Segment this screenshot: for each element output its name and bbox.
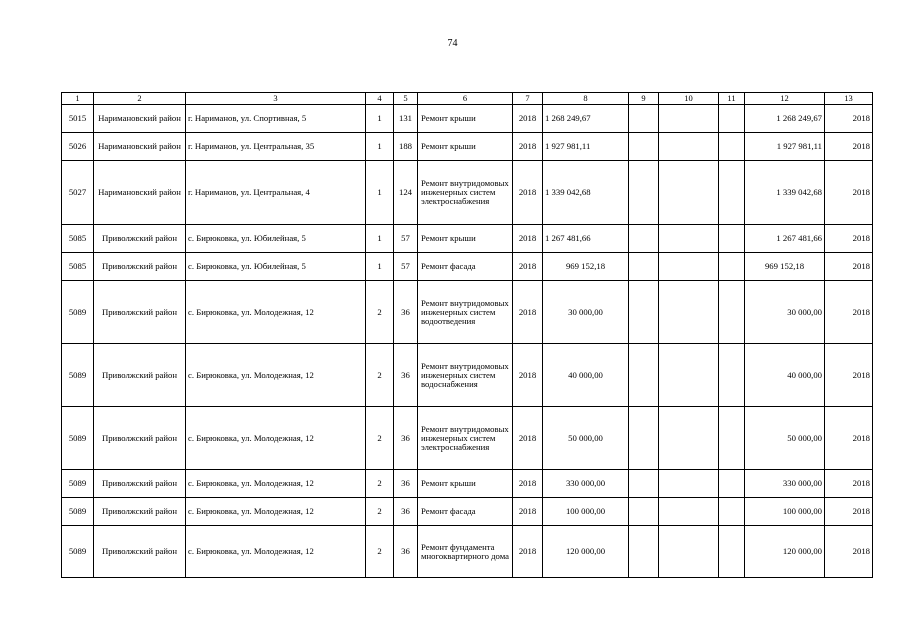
col4-cell: 2 bbox=[366, 526, 394, 578]
total-cost-cell: 1 267 481,66 bbox=[745, 225, 825, 253]
table-row bbox=[62, 526, 873, 578]
column-header: 1 bbox=[62, 93, 94, 105]
address-cell: г. Нариманов, ул. Центральная, 4 bbox=[186, 161, 366, 225]
col4-cell: 2 bbox=[366, 344, 394, 407]
total-cost-cell: 120 000,00 bbox=[745, 526, 825, 578]
address-cell: с. Бирюковка, ул. Молодежная, 12 bbox=[186, 526, 366, 578]
total-cost-cell: 30 000,00 bbox=[745, 281, 825, 344]
table-row bbox=[62, 407, 873, 470]
col5-cell: 57 bbox=[394, 225, 418, 253]
work-type-cell: Ремонт крыши bbox=[418, 133, 513, 161]
col11-cell bbox=[719, 105, 745, 133]
district-cell: Приволжский район bbox=[94, 225, 186, 253]
col9-cell bbox=[629, 281, 659, 344]
col13-cell: 2018 bbox=[825, 526, 873, 578]
district-cell: Приволжский район bbox=[94, 526, 186, 578]
col13-cell: 2018 bbox=[825, 344, 873, 407]
district-cell: Приволжский район bbox=[94, 281, 186, 344]
house-id-cell: 5026 bbox=[62, 133, 94, 161]
col5-cell: 36 bbox=[394, 281, 418, 344]
address-cell: с. Бирюковка, ул. Молодежная, 12 bbox=[186, 281, 366, 344]
col13-cell: 2018 bbox=[825, 133, 873, 161]
column-header: 12 bbox=[745, 93, 825, 105]
house-id-cell: 5089 bbox=[62, 498, 94, 526]
col5-cell: 188 bbox=[394, 133, 418, 161]
col10-cell bbox=[659, 161, 719, 225]
col10-cell bbox=[659, 105, 719, 133]
house-id-cell: 5085 bbox=[62, 253, 94, 281]
address-cell: с. Бирюковка, ул. Молодежная, 12 bbox=[186, 470, 366, 498]
page-number: 74 bbox=[447, 38, 458, 49]
house-id-cell: 5089 bbox=[62, 526, 94, 578]
house-id-cell: 5089 bbox=[62, 281, 94, 344]
total-cost-cell: 50 000,00 bbox=[745, 407, 825, 470]
district-cell: Приволжский район bbox=[94, 344, 186, 407]
work-type-cell: Ремонт крыши bbox=[418, 105, 513, 133]
total-cost-cell: 969 152,18 bbox=[745, 253, 825, 281]
column-header: 13 bbox=[825, 93, 873, 105]
col5-cell: 36 bbox=[394, 407, 418, 470]
total-cost-cell: 330 000,00 bbox=[745, 470, 825, 498]
cost-cell: 969 152,18 bbox=[543, 253, 629, 281]
cost-cell: 30 000,00 bbox=[543, 281, 629, 344]
col10-cell bbox=[659, 470, 719, 498]
col10-cell bbox=[659, 253, 719, 281]
table-row bbox=[62, 105, 873, 133]
work-type-cell: Ремонт внутридомовых инженерных систем водоотведения bbox=[418, 281, 513, 344]
col4-cell: 1 bbox=[366, 161, 394, 225]
table-row bbox=[62, 281, 873, 344]
district-cell: Приволжский район bbox=[94, 253, 186, 281]
col9-cell bbox=[629, 253, 659, 281]
col9-cell bbox=[629, 105, 659, 133]
col11-cell bbox=[719, 281, 745, 344]
col11-cell bbox=[719, 344, 745, 407]
col13-cell: 2018 bbox=[825, 407, 873, 470]
work-type-cell: Ремонт крыши bbox=[418, 470, 513, 498]
work-type-cell: Ремонт фасада bbox=[418, 253, 513, 281]
year-cell: 2018 bbox=[513, 344, 543, 407]
year-cell: 2018 bbox=[513, 498, 543, 526]
cost-cell: 1 268 249,67 bbox=[543, 105, 629, 133]
work-type-cell: Ремонт фундамента многоквартирного дома bbox=[418, 526, 513, 578]
address-cell: с. Бирюковка, ул. Юбилейная, 5 bbox=[186, 225, 366, 253]
col13-cell: 2018 bbox=[825, 105, 873, 133]
column-header: 6 bbox=[418, 93, 513, 105]
table-row bbox=[62, 344, 873, 407]
col4-cell: 1 bbox=[366, 133, 394, 161]
column-header: 5 bbox=[394, 93, 418, 105]
house-id-cell: 5089 bbox=[62, 407, 94, 470]
col9-cell bbox=[629, 498, 659, 526]
col13-cell: 2018 bbox=[825, 161, 873, 225]
col9-cell bbox=[629, 161, 659, 225]
address-cell: г. Нариманов, ул. Спортивная, 5 bbox=[186, 105, 366, 133]
col5-cell: 57 bbox=[394, 253, 418, 281]
district-cell: Наримановский район bbox=[94, 133, 186, 161]
col11-cell bbox=[719, 470, 745, 498]
col4-cell: 1 bbox=[366, 225, 394, 253]
col9-cell bbox=[629, 407, 659, 470]
col4-cell: 1 bbox=[366, 105, 394, 133]
column-header: 8 bbox=[543, 93, 629, 105]
year-cell: 2018 bbox=[513, 526, 543, 578]
col10-cell bbox=[659, 133, 719, 161]
cost-cell: 120 000,00 bbox=[543, 526, 629, 578]
col5-cell: 36 bbox=[394, 526, 418, 578]
cost-cell: 1 927 981,11 bbox=[543, 133, 629, 161]
table-row bbox=[62, 225, 873, 253]
column-header: 11 bbox=[719, 93, 745, 105]
work-type-cell: Ремонт крыши bbox=[418, 225, 513, 253]
col11-cell bbox=[719, 253, 745, 281]
table-row bbox=[62, 470, 873, 498]
col10-cell bbox=[659, 281, 719, 344]
col4-cell: 2 bbox=[366, 407, 394, 470]
column-header: 2 bbox=[94, 93, 186, 105]
col5-cell: 124 bbox=[394, 161, 418, 225]
col10-cell bbox=[659, 344, 719, 407]
year-cell: 2018 bbox=[513, 470, 543, 498]
col13-cell: 2018 bbox=[825, 498, 873, 526]
address-cell: с. Бирюковка, ул. Молодежная, 12 bbox=[186, 407, 366, 470]
table-row bbox=[62, 253, 873, 281]
col11-cell bbox=[719, 133, 745, 161]
cost-cell: 40 000,00 bbox=[543, 344, 629, 407]
house-id-cell: 5089 bbox=[62, 470, 94, 498]
house-id-cell: 5089 bbox=[62, 344, 94, 407]
address-cell: г. Нариманов, ул. Центральная, 35 bbox=[186, 133, 366, 161]
address-cell: с. Бирюковка, ул. Молодежная, 12 bbox=[186, 498, 366, 526]
col9-cell bbox=[629, 344, 659, 407]
year-cell: 2018 bbox=[513, 225, 543, 253]
col4-cell: 1 bbox=[366, 253, 394, 281]
year-cell: 2018 bbox=[513, 161, 543, 225]
column-header: 10 bbox=[659, 93, 719, 105]
house-id-cell: 5027 bbox=[62, 161, 94, 225]
col13-cell: 2018 bbox=[825, 225, 873, 253]
district-cell: Наримановский район bbox=[94, 105, 186, 133]
col9-cell bbox=[629, 526, 659, 578]
column-header: 9 bbox=[629, 93, 659, 105]
registry-table bbox=[61, 92, 873, 578]
col13-cell: 2018 bbox=[825, 470, 873, 498]
column-header: 7 bbox=[513, 93, 543, 105]
col9-cell bbox=[629, 225, 659, 253]
district-cell: Приволжский район bbox=[94, 470, 186, 498]
col5-cell: 131 bbox=[394, 105, 418, 133]
col11-cell bbox=[719, 161, 745, 225]
col11-cell bbox=[719, 498, 745, 526]
col4-cell: 2 bbox=[366, 498, 394, 526]
district-cell: Приволжский район bbox=[94, 407, 186, 470]
column-header: 3 bbox=[186, 93, 366, 105]
work-type-cell: Ремонт внутридомовых инженерных систем электроснабжения bbox=[418, 161, 513, 225]
year-cell: 2018 bbox=[513, 253, 543, 281]
col11-cell bbox=[719, 225, 745, 253]
col5-cell: 36 bbox=[394, 470, 418, 498]
year-cell: 2018 bbox=[513, 281, 543, 344]
column-header: 4 bbox=[366, 93, 394, 105]
year-cell: 2018 bbox=[513, 105, 543, 133]
total-cost-cell: 100 000,00 bbox=[745, 498, 825, 526]
house-id-cell: 5085 bbox=[62, 225, 94, 253]
col9-cell bbox=[629, 133, 659, 161]
col4-cell: 2 bbox=[366, 281, 394, 344]
year-cell: 2018 bbox=[513, 133, 543, 161]
address-cell: с. Бирюковка, ул. Молодежная, 12 bbox=[186, 344, 366, 407]
work-type-cell: Ремонт внутридомовых инженерных систем водоснабжения bbox=[418, 344, 513, 407]
col5-cell: 36 bbox=[394, 344, 418, 407]
cost-cell: 100 000,00 bbox=[543, 498, 629, 526]
col13-cell: 2018 bbox=[825, 253, 873, 281]
col4-cell: 2 bbox=[366, 470, 394, 498]
work-type-cell: Ремонт фасада bbox=[418, 498, 513, 526]
house-id-cell: 5015 bbox=[62, 105, 94, 133]
col5-cell: 36 bbox=[394, 498, 418, 526]
col10-cell bbox=[659, 407, 719, 470]
col10-cell bbox=[659, 498, 719, 526]
col11-cell bbox=[719, 407, 745, 470]
cost-cell: 50 000,00 bbox=[543, 407, 629, 470]
cost-cell: 1 267 481,66 bbox=[543, 225, 629, 253]
year-cell: 2018 bbox=[513, 407, 543, 470]
total-cost-cell: 1 339 042,68 bbox=[745, 161, 825, 225]
col10-cell bbox=[659, 526, 719, 578]
col11-cell bbox=[719, 526, 745, 578]
column-number-row bbox=[62, 93, 873, 105]
col13-cell: 2018 bbox=[825, 281, 873, 344]
address-cell: с. Бирюковка, ул. Юбилейная, 5 bbox=[186, 253, 366, 281]
district-cell: Наримановский район bbox=[94, 161, 186, 225]
total-cost-cell: 1 268 249,67 bbox=[745, 105, 825, 133]
cost-cell: 330 000,00 bbox=[543, 470, 629, 498]
total-cost-cell: 1 927 981,11 bbox=[745, 133, 825, 161]
col9-cell bbox=[629, 470, 659, 498]
table-row bbox=[62, 161, 873, 225]
work-type-cell: Ремонт внутридомовых инженерных систем электроснабжения bbox=[418, 407, 513, 470]
table-row bbox=[62, 133, 873, 161]
total-cost-cell: 40 000,00 bbox=[745, 344, 825, 407]
district-cell: Приволжский район bbox=[94, 498, 186, 526]
cost-cell: 1 339 042,68 bbox=[543, 161, 629, 225]
col10-cell bbox=[659, 225, 719, 253]
table-row bbox=[62, 498, 873, 526]
